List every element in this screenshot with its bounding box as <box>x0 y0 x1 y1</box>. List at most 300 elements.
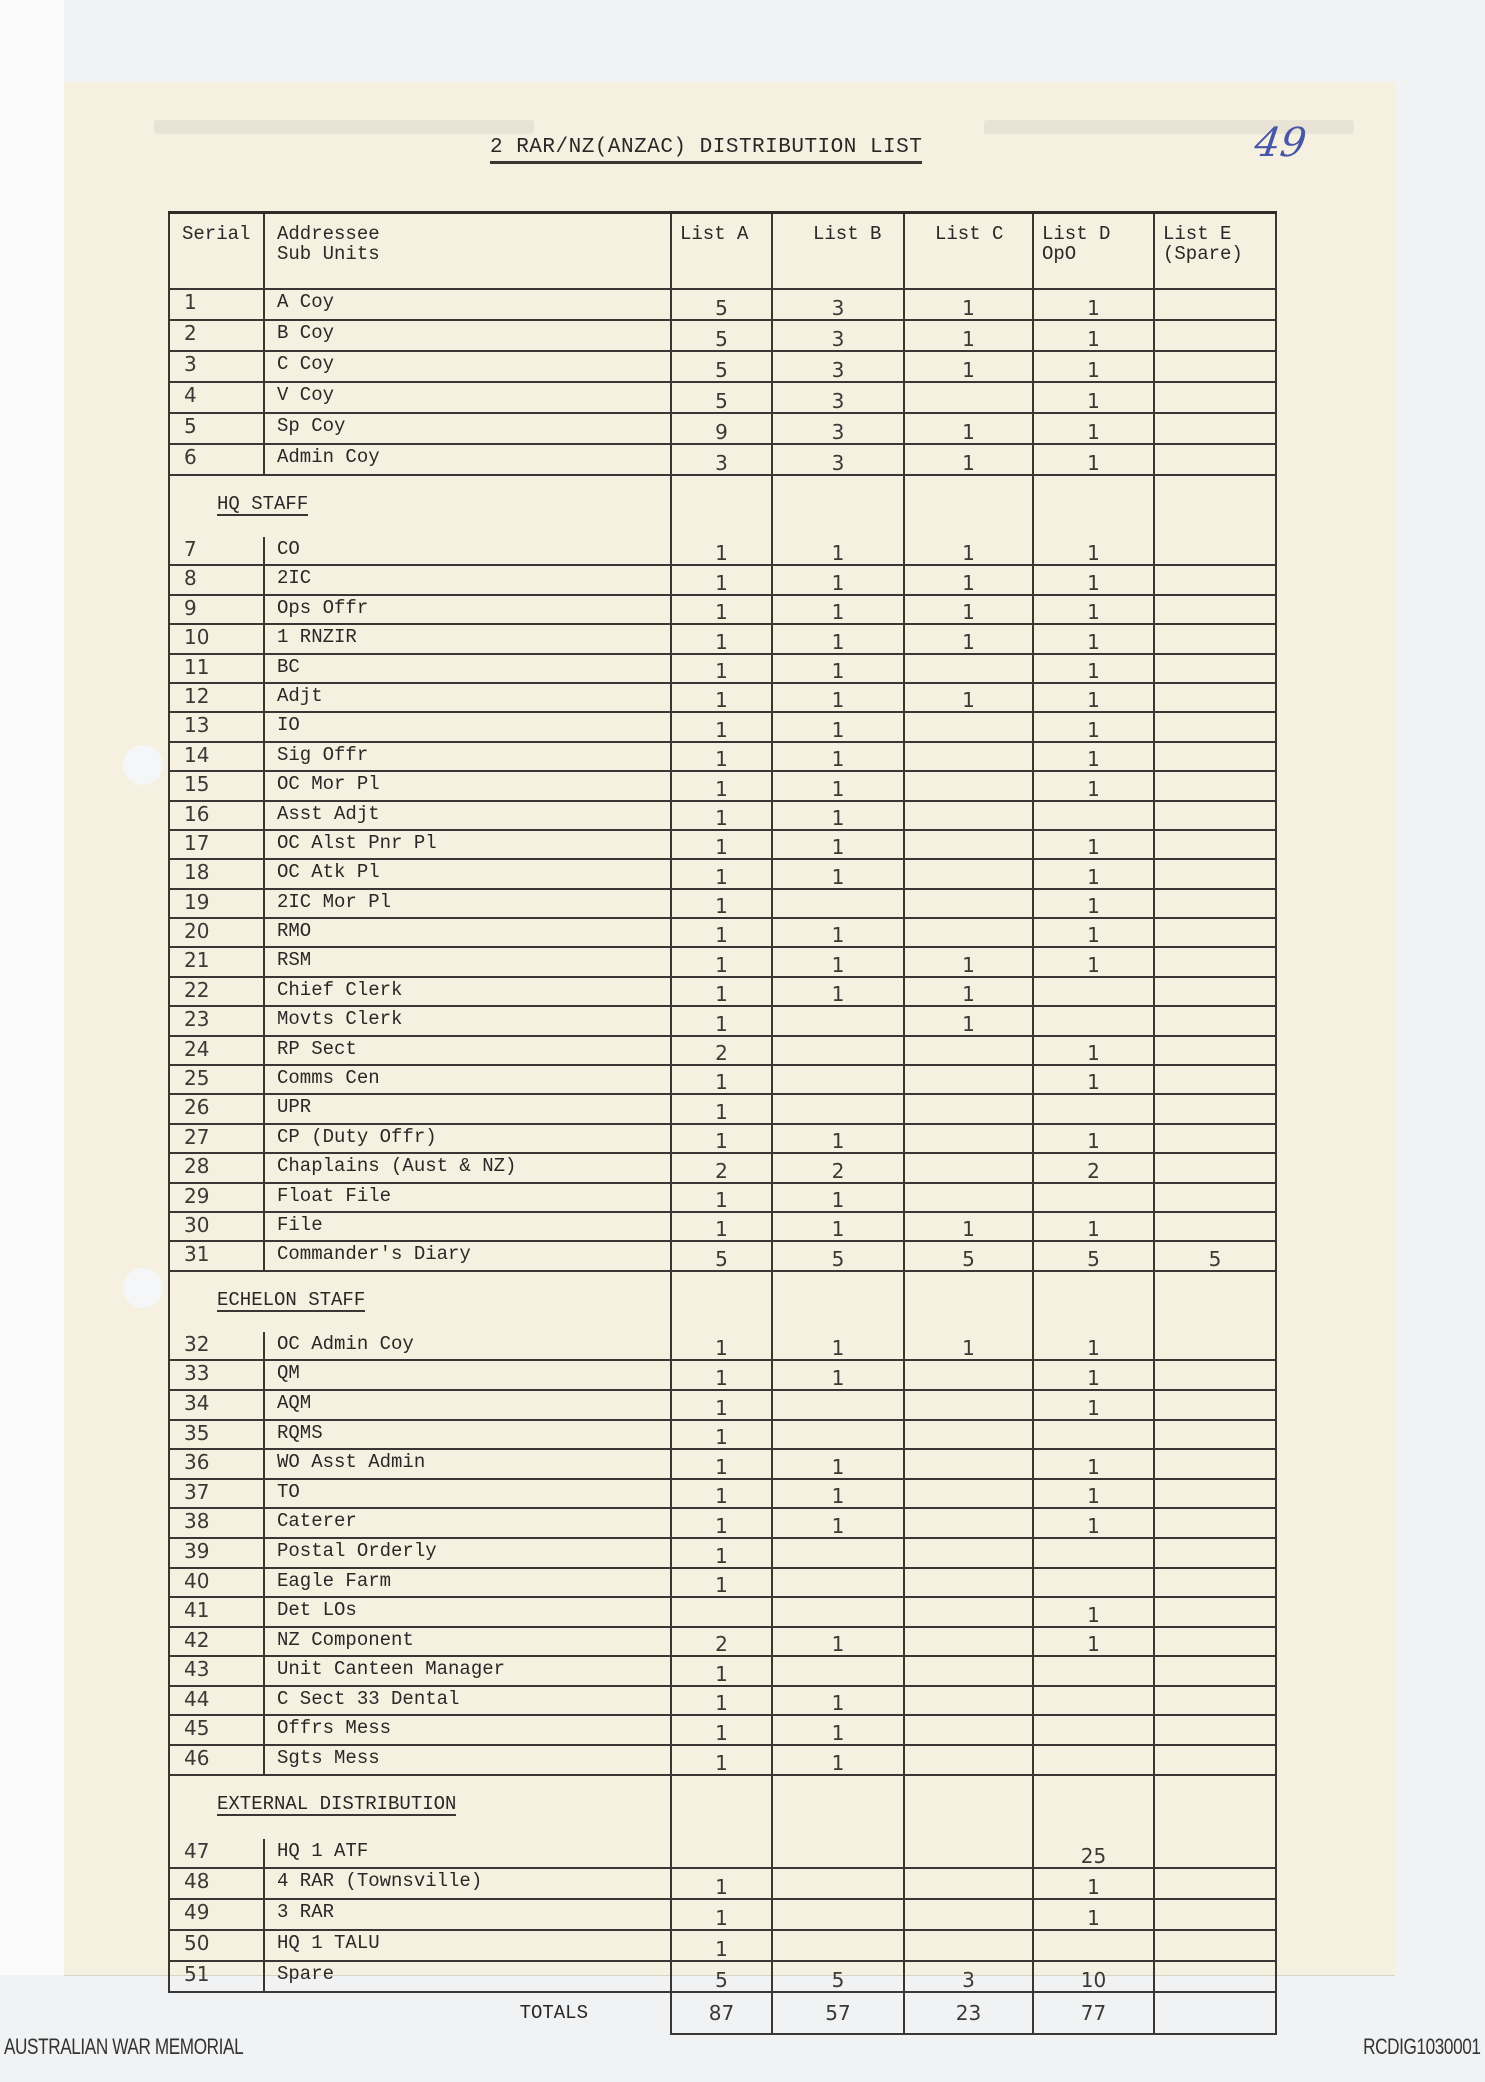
serial-number: 39 <box>168 1539 265 1567</box>
table-row <box>168 1962 1277 1993</box>
copies-list-e <box>1153 919 1277 946</box>
copies-list-a: 1 <box>670 772 771 799</box>
copies-list-b: 1 <box>771 1450 903 1478</box>
copies-list-e <box>1153 860 1277 887</box>
serial-number: 50 <box>168 1931 265 1960</box>
copies-list-b <box>771 1839 903 1868</box>
scan-margin <box>0 0 64 1975</box>
table-row <box>168 1539 1277 1569</box>
copies-list-a: 1 <box>670 1869 771 1898</box>
serial-number: 49 <box>168 1900 265 1929</box>
copies-list-b: 1 <box>771 1716 903 1744</box>
serial-number: 18 <box>168 860 265 887</box>
copies-list-d: 1 <box>1032 321 1153 350</box>
serial-number: 3 <box>168 352 265 381</box>
table-row <box>168 713 1277 742</box>
addressee: BC <box>277 655 300 678</box>
copies-list-d: 1 <box>1032 1480 1153 1508</box>
copies-list-a: 2 <box>670 1628 771 1656</box>
copies-list-a: 1 <box>670 537 771 564</box>
copies-list-c <box>903 772 1032 799</box>
copies-list-c: 1 <box>903 596 1032 623</box>
copies-list-c <box>903 1125 1032 1152</box>
totals-spacer <box>168 1993 265 2035</box>
copies-list-e <box>1153 1569 1277 1597</box>
footer-institution: AUSTRALIAN WAR MEMORIAL <box>4 2034 244 2059</box>
copies-list-e <box>1153 1716 1277 1744</box>
addressee: Ops Offr <box>277 596 369 619</box>
addressee: 1 RNZIR <box>277 626 357 649</box>
copies-list-d: 1 <box>1032 1598 1153 1626</box>
table-row <box>168 1037 1277 1066</box>
addressee: RQMS <box>277 1421 323 1444</box>
section-heading: ECHELON STAFF <box>217 1288 366 1311</box>
serial-number: 36 <box>168 1450 265 1478</box>
serial-number: 51 <box>168 1962 265 1991</box>
header-addressee <box>265 214 670 288</box>
table-row <box>168 1687 1277 1717</box>
copies-list-c: 1 <box>903 414 1032 443</box>
serial-number: 29 <box>168 1184 265 1211</box>
table-row <box>168 414 1277 445</box>
copies-list-d: 1 <box>1032 1125 1153 1152</box>
copies-list-e <box>1153 290 1277 319</box>
copies-list-c <box>903 743 1032 770</box>
copies-list-b <box>771 890 903 917</box>
copies-list-d <box>1032 1687 1153 1715</box>
empty-cell <box>1032 1776 1153 1839</box>
serial-number: 33 <box>168 1361 265 1389</box>
copies-list-a: 1 <box>670 1539 771 1567</box>
copies-list-e <box>1153 802 1277 829</box>
copies-list-e <box>1153 655 1277 682</box>
copies-list-d <box>1032 1746 1153 1774</box>
copies-list-e <box>1153 596 1277 623</box>
copies-list-a <box>670 1598 771 1626</box>
serial-number: 11 <box>168 655 265 682</box>
copies-list-a: 1 <box>670 802 771 829</box>
table-row <box>168 1213 1277 1242</box>
section-heading-cell <box>205 476 670 537</box>
copies-list-e <box>1153 1125 1277 1152</box>
addressee: Sig Offr <box>277 743 369 766</box>
copies-list-a: 1 <box>670 1095 771 1122</box>
copies-list-c: 1 <box>903 321 1032 350</box>
addressee: CO <box>277 538 300 560</box>
serial-number: 34 <box>168 1391 265 1419</box>
copies-list-b: 5 <box>771 1962 903 1991</box>
serial-number: 10 <box>168 625 265 652</box>
copies-list-b <box>771 1066 903 1093</box>
copies-list-a: 1 <box>670 1332 771 1360</box>
copies-list-a: 3 <box>670 445 771 474</box>
copies-list-b: 1 <box>771 860 903 887</box>
addressee: A Coy <box>277 291 335 313</box>
copies-list-c: 1 <box>903 625 1032 652</box>
copies-list-e <box>1153 445 1277 474</box>
copies-list-d: 1 <box>1032 890 1153 917</box>
copies-list-d: 5 <box>1032 1242 1153 1269</box>
copies-list-b: 1 <box>771 1509 903 1537</box>
copies-list-e <box>1153 1687 1277 1715</box>
copies-list-c: 1 <box>903 537 1032 564</box>
copies-list-c <box>903 1539 1032 1567</box>
table-row <box>168 1361 1277 1391</box>
copies-list-e <box>1153 684 1277 711</box>
copies-list-c <box>903 1095 1032 1122</box>
copies-list-e <box>1153 831 1277 858</box>
copies-list-e <box>1153 1869 1277 1898</box>
copies-list-e <box>1153 1361 1277 1389</box>
copies-list-a: 1 <box>670 743 771 770</box>
copies-list-c: 1 <box>903 352 1032 381</box>
addressee: RP Sect <box>277 1037 357 1060</box>
copies-list-b: 1 <box>771 1184 903 1211</box>
copies-list-c: 1 <box>903 978 1032 1005</box>
copies-list-a: 2 <box>670 1154 771 1181</box>
copies-list-c: 1 <box>903 566 1032 593</box>
table-row <box>168 1716 1277 1746</box>
addressee: CP (Duty Offr) <box>277 1125 437 1148</box>
header-addressee-line1: Addressee <box>277 223 380 245</box>
serial-number: 8 <box>168 566 265 593</box>
copies-list-a: 5 <box>670 1242 771 1269</box>
addressee: Admin Coy <box>277 446 380 468</box>
addressee: OC Admin Coy <box>277 1332 414 1355</box>
punch-hole <box>123 745 163 785</box>
copies-list-d: 1 <box>1032 1213 1153 1240</box>
addressee: 2IC Mor Pl <box>277 890 392 913</box>
addressee: UPR <box>277 1096 312 1119</box>
totals-label: TOTALS <box>519 2001 588 2024</box>
table-row <box>168 1931 1277 1962</box>
copies-list-c <box>903 1869 1032 1898</box>
copies-list-d: 1 <box>1032 290 1153 319</box>
copies-list-a: 9 <box>670 414 771 443</box>
table-row <box>168 919 1277 948</box>
copies-list-b: 1 <box>771 772 903 799</box>
copies-list-b <box>771 1598 903 1626</box>
totals-row <box>168 1993 1277 2035</box>
copies-list-b: 1 <box>771 713 903 740</box>
addressee: TO <box>277 1480 300 1503</box>
copies-list-b: 3 <box>771 414 903 443</box>
copies-list-d <box>1032 1569 1153 1597</box>
copies-list-a: 1 <box>670 713 771 740</box>
copies-list-c <box>903 1657 1032 1685</box>
copies-list-a: 1 <box>670 948 771 975</box>
copies-list-a: 1 <box>670 860 771 887</box>
header-list-d-line1: List D <box>1042 223 1111 245</box>
serial-number: 37 <box>168 1480 265 1508</box>
copies-list-a: 5 <box>670 1962 771 1991</box>
section-heading-cell <box>205 1776 670 1839</box>
copies-list-c <box>903 1931 1032 1960</box>
addressee: HQ 1 ATF <box>277 1839 369 1862</box>
punch-hole <box>123 1268 163 1308</box>
copies-list-c <box>903 1480 1032 1508</box>
copies-list-a: 1 <box>670 1184 771 1211</box>
copies-list-b: 3 <box>771 290 903 319</box>
section-heading: HQ STAFF <box>217 493 309 515</box>
table-row <box>168 1421 1277 1451</box>
serial-number: 41 <box>168 1598 265 1626</box>
copies-list-a: 1 <box>670 655 771 682</box>
total-list-b: 57 <box>771 1993 903 2035</box>
copies-list-d <box>1032 1657 1153 1685</box>
addressee: Commander's Diary <box>277 1243 471 1266</box>
copies-list-b: 3 <box>771 383 903 412</box>
copies-list-e <box>1153 1332 1277 1360</box>
copies-list-e <box>1153 414 1277 443</box>
copies-list-b: 1 <box>771 684 903 711</box>
serial-number: 22 <box>168 978 265 1005</box>
addressee: B Coy <box>277 322 335 344</box>
copies-list-c <box>903 1900 1032 1929</box>
serial-number: 23 <box>168 1007 265 1034</box>
copies-list-b: 1 <box>771 596 903 623</box>
copies-list-c <box>903 1450 1032 1478</box>
serial-number: 44 <box>168 1687 265 1715</box>
copies-list-c: 5 <box>903 1242 1032 1269</box>
serial-number: 1 <box>168 290 265 319</box>
table-row <box>168 1569 1277 1599</box>
table-row <box>168 352 1277 383</box>
serial-number: 32 <box>168 1332 265 1360</box>
copies-list-a: 1 <box>670 890 771 917</box>
copies-list-c <box>903 831 1032 858</box>
empty-cell <box>903 1776 1032 1839</box>
copies-list-b <box>771 1900 903 1929</box>
copies-list-a: 2 <box>670 1037 771 1064</box>
table-row <box>168 1450 1277 1480</box>
addressee: OC Mor Pl <box>277 773 380 796</box>
copies-list-d <box>1032 1539 1153 1567</box>
copies-list-a: 1 <box>670 684 771 711</box>
copies-list-d: 1 <box>1032 684 1153 711</box>
total-list-e <box>1153 1993 1277 2035</box>
copies-list-e <box>1153 352 1277 381</box>
copies-list-d <box>1032 1007 1153 1034</box>
copies-list-d: 1 <box>1032 1900 1153 1929</box>
copies-list-e <box>1153 1391 1277 1419</box>
serial-number: 30 <box>168 1213 265 1240</box>
serial-number: 17 <box>168 831 265 858</box>
copies-list-b <box>771 1539 903 1567</box>
copies-list-e <box>1153 948 1277 975</box>
copies-list-b <box>771 1391 903 1419</box>
copies-list-e <box>1153 1213 1277 1240</box>
copies-list-d: 1 <box>1032 919 1153 946</box>
addressee: Chaplains (Aust & NZ) <box>277 1155 517 1178</box>
copies-list-e <box>1153 1839 1277 1868</box>
copies-list-b <box>771 1421 903 1449</box>
copies-list-c <box>903 1839 1032 1868</box>
serial-number: 31 <box>168 1242 265 1269</box>
copies-list-c <box>903 1037 1032 1064</box>
header-list-e <box>1153 214 1277 288</box>
serial-number: 28 <box>168 1154 265 1181</box>
copies-list-c <box>903 1184 1032 1211</box>
copies-list-c <box>903 1746 1032 1774</box>
header-list-e-line1: List E <box>1163 223 1232 245</box>
copies-list-d: 1 <box>1032 596 1153 623</box>
table-row <box>168 321 1277 352</box>
table-row <box>168 802 1277 831</box>
copies-list-a: 1 <box>670 1716 771 1744</box>
empty-cell <box>1032 1272 1153 1332</box>
table-header-row <box>168 214 1277 290</box>
copies-list-b: 1 <box>771 566 903 593</box>
copies-list-d: 1 <box>1032 713 1153 740</box>
serial-number: 38 <box>168 1509 265 1537</box>
addressee: AQM <box>277 1391 312 1414</box>
copies-list-d: 1 <box>1032 383 1153 412</box>
copies-list-d <box>1032 978 1153 1005</box>
copies-list-c: 1 <box>903 1007 1032 1034</box>
copies-list-e <box>1153 890 1277 917</box>
copies-list-e <box>1153 625 1277 652</box>
serial-number: 19 <box>168 890 265 917</box>
copies-list-c <box>903 1509 1032 1537</box>
copies-list-d: 1 <box>1032 1869 1153 1898</box>
total-list-d: 77 <box>1032 1993 1153 2035</box>
total-list-c: 23 <box>903 1993 1032 2035</box>
copies-list-a: 1 <box>670 1569 771 1597</box>
document-title: 2 RAR/NZ(ANZAC) DISTRIBUTION LIST <box>490 137 922 164</box>
table-row <box>168 1869 1277 1900</box>
table-row <box>168 1839 1277 1870</box>
copies-list-e <box>1153 1095 1277 1122</box>
table-row <box>168 290 1277 321</box>
copies-list-d: 1 <box>1032 948 1153 975</box>
copies-list-b <box>771 1869 903 1898</box>
copies-list-d: 1 <box>1032 1037 1153 1064</box>
addressee: QM <box>277 1362 300 1385</box>
copies-list-a: 5 <box>670 321 771 350</box>
copies-list-d: 25 <box>1032 1839 1153 1868</box>
copies-list-d: 1 <box>1032 537 1153 564</box>
copies-list-b: 3 <box>771 445 903 474</box>
copies-list-c <box>903 1421 1032 1449</box>
table-row <box>168 596 1277 625</box>
addressee: Unit Canteen Manager <box>277 1658 506 1681</box>
table-row <box>168 655 1277 684</box>
table-row <box>168 1125 1277 1154</box>
table-row <box>168 772 1277 801</box>
serial-number: 6 <box>168 445 265 474</box>
table-row <box>168 890 1277 919</box>
empty-cell <box>670 1776 771 1839</box>
header-list-a: List A <box>670 214 771 288</box>
copies-list-a: 1 <box>670 625 771 652</box>
addressee: C Sect 33 Dental <box>277 1687 460 1710</box>
copies-list-a: 1 <box>670 1007 771 1034</box>
copies-list-a: 1 <box>670 1931 771 1960</box>
copies-list-d: 1 <box>1032 1332 1153 1360</box>
copies-list-a: 1 <box>670 1361 771 1389</box>
copies-list-c <box>903 890 1032 917</box>
addressee: Spare <box>277 1962 335 1985</box>
copies-list-c <box>903 1716 1032 1744</box>
table-row <box>168 625 1277 654</box>
empty-cell <box>1153 476 1277 537</box>
serial-number: 20 <box>168 919 265 946</box>
copies-list-a: 1 <box>670 1450 771 1478</box>
copies-list-e <box>1153 1480 1277 1508</box>
table-row <box>168 537 1277 566</box>
copies-list-a: 5 <box>670 383 771 412</box>
serial-number: 21 <box>168 948 265 975</box>
table-row <box>168 566 1277 595</box>
serial-number: 40 <box>168 1569 265 1597</box>
copies-list-d: 1 <box>1032 831 1153 858</box>
section-heading-row <box>168 476 1277 537</box>
copies-list-e <box>1153 566 1277 593</box>
copies-list-b <box>771 1037 903 1064</box>
copies-list-b: 1 <box>771 1332 903 1360</box>
copies-list-e <box>1153 1509 1277 1537</box>
copies-list-c: 3 <box>903 1962 1032 1991</box>
addressee: 3 RAR <box>277 1901 335 1924</box>
empty-cell <box>1153 1272 1277 1332</box>
show-through-text <box>154 120 534 134</box>
addressee: Caterer <box>277 1510 357 1533</box>
copies-list-c <box>903 860 1032 887</box>
copies-list-e <box>1153 1066 1277 1093</box>
copies-list-b: 2 <box>771 1154 903 1181</box>
table-row <box>168 1628 1277 1658</box>
copies-list-e <box>1153 383 1277 412</box>
empty-cell <box>1032 476 1153 537</box>
copies-list-d: 1 <box>1032 743 1153 770</box>
copies-list-c: 1 <box>903 1332 1032 1360</box>
copies-list-b: 3 <box>771 321 903 350</box>
copies-list-d: 1 <box>1032 566 1153 593</box>
addressee: 2IC <box>277 567 312 590</box>
addressee: RSM <box>277 949 312 972</box>
header-list-d-line2: OpO <box>1042 243 1077 265</box>
copies-list-b: 1 <box>771 919 903 946</box>
copies-list-e <box>1153 743 1277 770</box>
copies-list-b: 1 <box>771 1480 903 1508</box>
copies-list-c: 1 <box>903 684 1032 711</box>
copies-list-d: 1 <box>1032 860 1153 887</box>
copies-list-e <box>1153 1037 1277 1064</box>
copies-list-d <box>1032 1716 1153 1744</box>
copies-list-b: 1 <box>771 743 903 770</box>
addressee: C Coy <box>277 353 335 375</box>
serial-number: 43 <box>168 1657 265 1685</box>
copies-list-a: 5 <box>670 352 771 381</box>
table-row <box>168 1509 1277 1539</box>
header-addressee-line2: Sub Units <box>277 243 380 265</box>
copies-list-c <box>903 1598 1032 1626</box>
empty-cell <box>771 1776 903 1839</box>
copies-list-e <box>1153 1184 1277 1211</box>
serial-number: 12 <box>168 684 265 711</box>
copies-list-e <box>1153 1598 1277 1626</box>
copies-list-d: 1 <box>1032 1066 1153 1093</box>
copies-list-d: 1 <box>1032 625 1153 652</box>
serial-number: 24 <box>168 1037 265 1064</box>
table-row <box>168 1746 1277 1776</box>
serial-number: 15 <box>168 772 265 799</box>
distribution-table <box>168 211 1277 2035</box>
addressee: Float File <box>277 1184 392 1207</box>
copies-list-d <box>1032 1931 1153 1960</box>
copies-list-b: 3 <box>771 352 903 381</box>
